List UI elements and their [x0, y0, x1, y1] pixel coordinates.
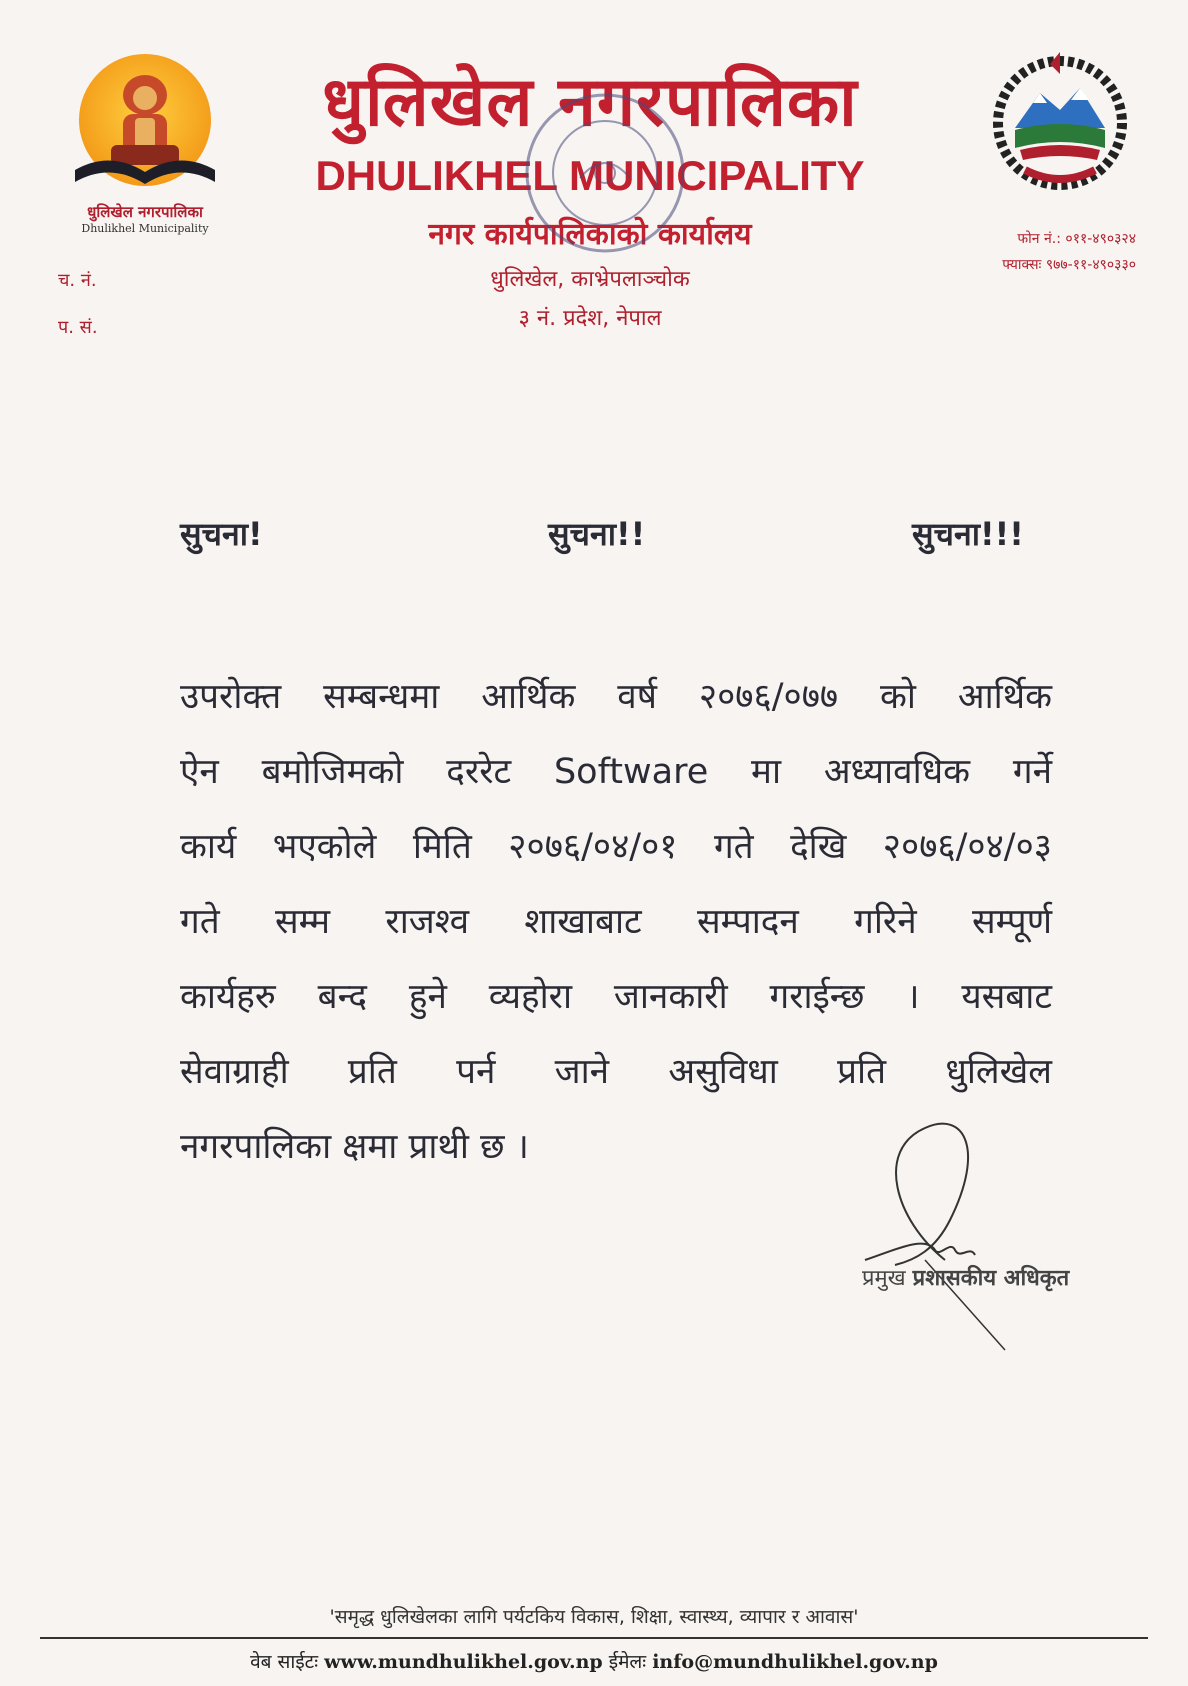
- address-line-2: ३ नं. प्रदेश, नेपाल: [518, 306, 662, 331]
- municipality-logo-icon: [65, 50, 225, 200]
- notice-heading-2: सुचना!!: [548, 515, 646, 553]
- title-english: DHULIKHEL MUNICIPALITY: [315, 152, 865, 199]
- title-nepali: धुलिखेल नगरपालिका: [322, 63, 858, 142]
- website-label: वेब साईटः: [250, 1651, 319, 1673]
- body-line: नगरपालिका क्षमा प्राथी छ ।: [180, 1127, 529, 1167]
- email-link[interactable]: info@mundhulikhel.gov.np: [652, 1651, 938, 1673]
- nepal-emblem-icon: [985, 48, 1135, 198]
- fax-number: फ्याक्सः ९७७-११-४९०३३०: [1002, 257, 1136, 273]
- body-line: ऐन बमोजिमको दररेट Software मा अध्यावधिक गर्ने: [180, 752, 1052, 792]
- logo-name-english: Dhulikhel Municipality: [81, 222, 209, 235]
- designation-part1: प्रमुख: [862, 1266, 906, 1291]
- dispatch-number-label: च. नं.: [58, 270, 97, 291]
- body-line: कार्य भएकोले मिति २०७६/०४/०१ गते देखि २०७६/०४/०३: [180, 827, 1052, 867]
- email-label: ईमेलः: [608, 1651, 647, 1673]
- notice-heading-row: [180, 512, 1040, 562]
- office-name: नगर कार्यपालिकाको कार्यालय: [428, 217, 752, 252]
- letter-number-label: प. सं.: [58, 317, 98, 338]
- notice-heading-3: सुचना!!!: [912, 515, 1024, 553]
- designation-part2: प्रशासकीय अधिकृत: [912, 1266, 1070, 1291]
- body-line: उपरोक्त सम्बन्धमा आर्थिक वर्ष २०७६/०७७ को आर्थिक: [180, 677, 1052, 717]
- body-line: कार्यहरु बन्द हुने व्यहोरा जानकारी गराईन्छ । यसबाट: [180, 977, 1052, 1017]
- designation: [862, 1262, 1069, 1292]
- address-line-1: धुलिखेल, काभ्रेपलाञ्चोक: [490, 267, 690, 292]
- signature-icon: [855, 1110, 1055, 1360]
- notice-heading-1: सुचना!: [180, 515, 263, 553]
- phone-number: फोन नं.: ०११-४९०३२४: [1017, 231, 1136, 247]
- municipality-logo: [60, 50, 230, 235]
- notice-body: [180, 660, 1052, 1185]
- body-line: गते सम्म राजश्व शाखाबाट सम्पादन गरिने सम्पूर्ण: [180, 902, 1052, 942]
- body-line: सेवाग्राही प्रति पर्न जाने असुविधा प्रति धुलिखेल: [180, 1052, 1052, 1092]
- contact-block: [1002, 226, 1136, 278]
- office-stamp-icon: [520, 88, 690, 258]
- footer-contact: [0, 1648, 1188, 1674]
- footer-slogan: 'समृद्ध धुलिखेलका लागि पर्यटकिय विकास, शिक्षा, स्वास्थ्य, व्यापार र आवास': [329, 1606, 859, 1628]
- footer-divider: [40, 1637, 1148, 1639]
- logo-name-nepali: धुलिखेल नगरपालिका: [87, 203, 203, 221]
- website-link[interactable]: www.mundhulikhel.gov.np: [324, 1651, 603, 1673]
